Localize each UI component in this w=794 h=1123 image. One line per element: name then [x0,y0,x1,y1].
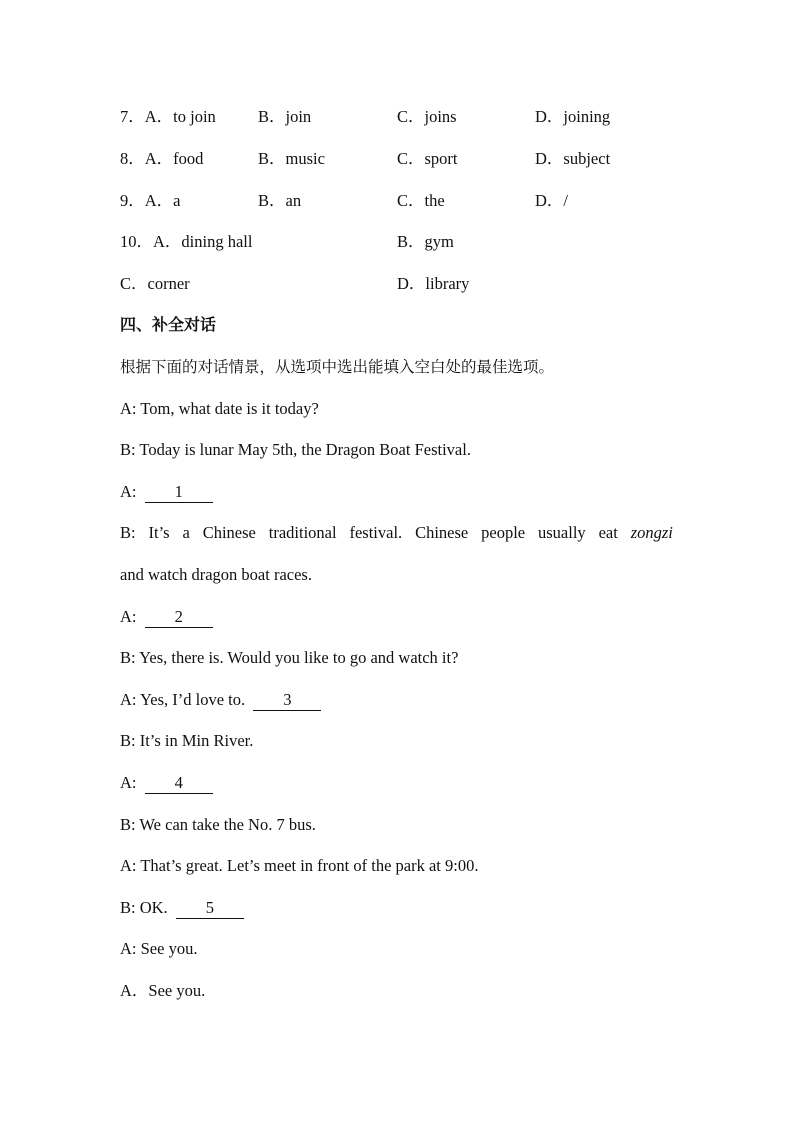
question-9-b: B．an [258,191,302,210]
dialogue-line-11: B: We can take the No. 7 bus. [120,815,316,834]
question-9-d: D．/ [535,191,568,210]
question-10-c: C．corner [120,274,190,293]
zongzi-word: zongzi [630,523,673,542]
blank-5: 5 [176,898,244,919]
question-8-d: D．subject [535,149,611,168]
dialogue-line-5: and watch dragon boat races. [120,565,312,584]
dialogue-line-4: B: It’s a Chinese traditional festival. Chinese people usually eat zongzi [120,521,673,545]
question-10-d: D．library [397,274,470,293]
section-title: 四、补全对话 [120,315,217,334]
question-10-b: B．gym [397,232,454,251]
dialogue-line-2: B: Today is lunar May 5th, the Dragon Boat Festival. [120,440,471,459]
dialogue-line-10: A: 4 [120,771,213,795]
dialogue-line-12: A: That’s great. Let’s meet in front of the park at 9:00. [120,856,479,875]
dialogue-line-6: A: 2 [120,605,213,629]
dialogue-line-7: B: Yes, there is. Would you like to go and watch it? [120,648,459,667]
question-8-a: 8．A．food [120,149,204,168]
question-7-d: D．joining [535,107,611,126]
blank-1: 1 [145,482,213,503]
dialogue-line-8: A: Yes, I’d love to. 3 [120,688,321,712]
dialogue-line-13: B: OK. 5 [120,896,244,920]
dialogue-line-14: A: See you. [120,939,198,958]
dialogue-line-3: A: 1 [120,480,213,504]
question-8-b: B．music [258,149,325,168]
question-7-a: 7．A．to join [120,107,216,126]
dialogue-line-1: A: Tom, what date is it today? [120,399,319,418]
question-8-c: C．sport [397,149,458,168]
dialogue-line-9: B: It’s in Min River. [120,731,254,750]
question-10-a: 10．A．dining hall [120,232,253,251]
blank-2: 2 [145,607,213,628]
blank-4: 4 [145,773,213,794]
question-9-a: 9．A．a [120,191,181,210]
option-a: A．See you. [120,981,206,1000]
blank-3: 3 [253,690,321,711]
question-7-c: C．joins [397,107,457,126]
question-9-c: C．the [397,191,445,210]
question-7-b: B．join [258,107,312,126]
section-instruction: 根据下面的对话情景，从选项中选出能填入空白处的最佳选项。 [120,358,555,376]
